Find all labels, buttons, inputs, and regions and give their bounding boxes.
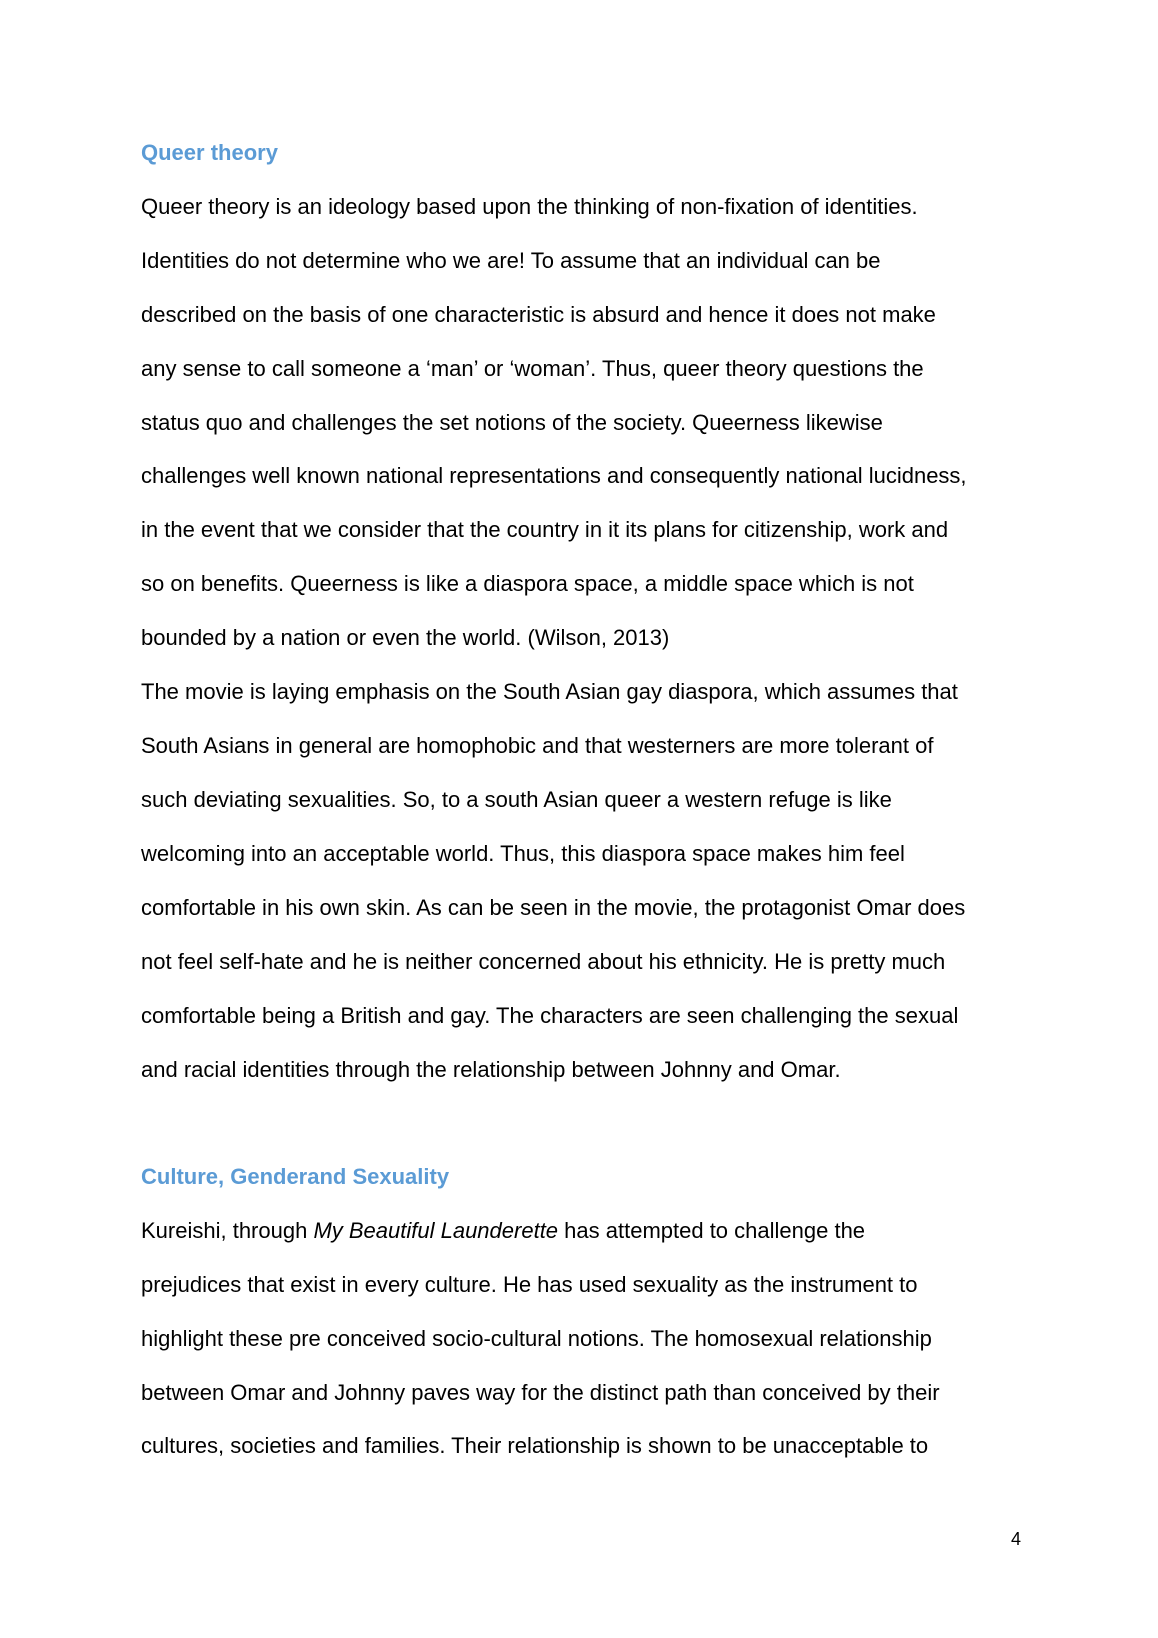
paragraph-line: bounded by a nation or even the world. (Wilson, 2013) — [141, 625, 670, 650]
line-text-before-title: Kureishi, through — [141, 1218, 314, 1243]
paragraph-line: described on the basis of one characteristic is absurd and hence it does not make — [141, 302, 936, 327]
paragraph-line: The movie is laying emphasis on the South Asian gay diaspora, which assumes that — [141, 679, 958, 704]
paragraph-line-with-title — [141, 1216, 865, 1246]
paragraph-line: comfortable being a British and gay. The characters are seen challenging the sexual — [141, 1003, 959, 1028]
paragraph-line: between Omar and Johnny paves way for the distinct path than conceived by their — [141, 1380, 940, 1405]
paragraph-line: South Asians in general are homophobic and that westerners are more tolerant of — [141, 733, 934, 758]
paragraph-line: prejudices that exist in every culture. He has used sexuality as the instrument to — [141, 1272, 918, 1297]
section-heading-culture-gender-sexuality: Culture, Genderand Sexuality — [141, 1164, 450, 1189]
paragraph-line: so on benefits. Queerness is like a diaspora space, a middle space which is not — [141, 571, 914, 596]
paragraph-line: highlight these pre conceived socio-cultural notions. The homosexual relationship — [141, 1326, 932, 1351]
film-title: My Beautiful Launderette — [313, 1218, 559, 1243]
paragraph-line: challenges well known national representations and consequently national lucidness, — [141, 463, 967, 488]
paragraph-line: and racial identities through the relationship between Johnny and Omar. — [141, 1057, 841, 1082]
paragraph-line: Identities do not determine who we are! To assume that an individual can be — [141, 248, 881, 273]
page-number: 4 — [1011, 1529, 1022, 1549]
paragraph-line: comfortable in his own skin. As can be seen in the movie, the protagonist Omar does — [141, 895, 966, 920]
paragraph-line: cultures, societies and families. Their relationship is shown to be unacceptable to — [141, 1433, 929, 1458]
section-heading-queer-theory: Queer theory — [141, 140, 278, 165]
paragraph-line: any sense to call someone a ‘man’ or ‘woman’. Thus, queer theory questions the — [141, 356, 924, 381]
paragraph-line: Queer theory is an ideology based upon the thinking of non-fixation of identities. — [141, 194, 918, 219]
paragraph-line: status quo and challenges the set notions of the society. Queerness likewise — [141, 410, 883, 435]
paragraph-line: in the event that we consider that the country in it its plans for citizenship, work and — [141, 517, 949, 542]
paragraph-line: such deviating sexualities. So, to a south Asian queer a western refuge is like — [141, 787, 892, 812]
paragraph-line: welcoming into an acceptable world. Thus, this diaspora space makes him feel — [141, 841, 905, 866]
paragraph-line: not feel self-hate and he is neither concerned about his ethnicity. He is pretty much — [141, 949, 946, 974]
line-text-after-title: has attempted to challenge the — [558, 1218, 866, 1243]
